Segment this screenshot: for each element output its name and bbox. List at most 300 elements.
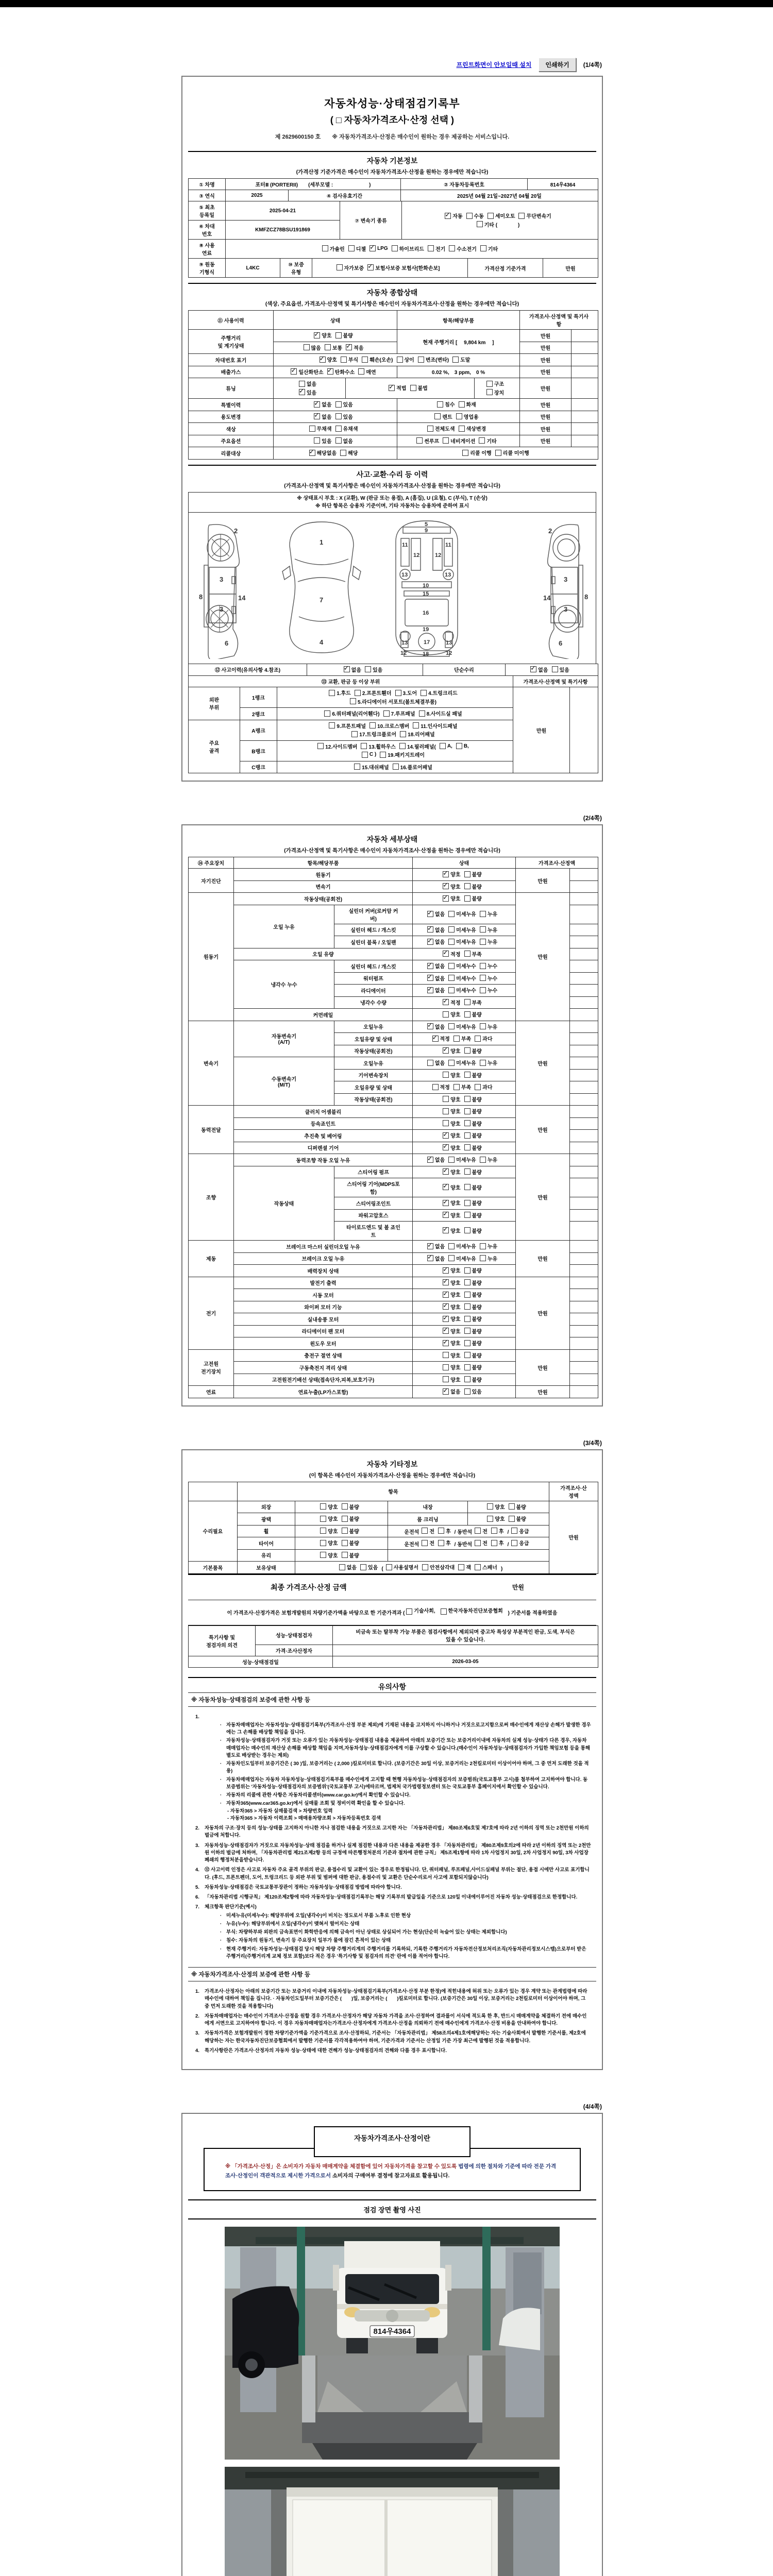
checkbox[interactable] bbox=[464, 1010, 482, 1018]
checkbox[interactable] bbox=[480, 910, 497, 918]
checkbox[interactable] bbox=[480, 962, 497, 970]
checkbox[interactable] bbox=[443, 1327, 460, 1335]
checkbox[interactable] bbox=[383, 709, 415, 717]
checkbox[interactable] bbox=[341, 355, 358, 363]
checkbox[interactable] bbox=[427, 1255, 445, 1262]
checkbox[interactable] bbox=[422, 1527, 434, 1535]
checkbox[interactable] bbox=[443, 1227, 460, 1234]
checkbox[interactable] bbox=[367, 264, 440, 272]
checkbox-cell[interactable] bbox=[413, 1362, 516, 1374]
checkbox[interactable] bbox=[419, 709, 462, 717]
checkbox[interactable] bbox=[427, 910, 445, 918]
empty-box-icon bbox=[464, 1352, 470, 1358]
checkbox-cell[interactable] bbox=[413, 1106, 516, 1118]
checkbox[interactable] bbox=[413, 722, 457, 730]
checkbox[interactable] bbox=[491, 1527, 504, 1535]
checkbox[interactable] bbox=[432, 1083, 450, 1091]
checkbox-cell[interactable] bbox=[402, 201, 598, 240]
checkbox-cell[interactable] bbox=[295, 1562, 549, 1574]
checkbox[interactable] bbox=[320, 1551, 338, 1559]
checkbox[interactable] bbox=[427, 1242, 445, 1250]
checkbox[interactable] bbox=[445, 212, 462, 219]
checkbox-cell[interactable] bbox=[413, 936, 516, 948]
checkbox[interactable] bbox=[386, 1563, 418, 1571]
checkbox[interactable] bbox=[365, 666, 382, 673]
checkbox[interactable] bbox=[475, 1083, 492, 1091]
checkbox-label: 양호 bbox=[450, 884, 461, 890]
checkbox[interactable] bbox=[509, 1515, 526, 1522]
checkbox[interactable] bbox=[342, 1527, 359, 1535]
checkbox[interactable] bbox=[397, 355, 414, 363]
checkbox[interactable] bbox=[325, 344, 342, 351]
checkbox[interactable] bbox=[427, 1059, 445, 1066]
checkbox-cell[interactable] bbox=[388, 1537, 549, 1550]
checkbox[interactable] bbox=[309, 449, 337, 456]
checkbox[interactable] bbox=[443, 437, 475, 445]
checkbox-cell[interactable] bbox=[413, 1265, 516, 1277]
checkbox[interactable] bbox=[437, 400, 455, 408]
checkbox[interactable] bbox=[464, 894, 482, 902]
checkbox-cell[interactable] bbox=[413, 1178, 516, 1197]
checkbox[interactable] bbox=[369, 245, 388, 251]
checkbox[interactable] bbox=[464, 1131, 482, 1139]
checkbox-cell[interactable] bbox=[413, 1349, 516, 1362]
checkbox[interactable] bbox=[464, 1376, 482, 1383]
table-cell: 만원 bbox=[520, 354, 572, 366]
checkbox[interactable] bbox=[427, 938, 445, 945]
svg-text:7: 7 bbox=[320, 596, 324, 604]
checkbox[interactable] bbox=[495, 449, 529, 456]
checkbox-cell[interactable] bbox=[413, 1130, 516, 1142]
checkbox[interactable] bbox=[369, 722, 409, 730]
checkbox[interactable] bbox=[400, 730, 435, 738]
checkbox[interactable] bbox=[427, 986, 445, 994]
checkbox[interactable] bbox=[389, 384, 406, 392]
checkbox[interactable] bbox=[479, 437, 496, 445]
checkbox[interactable] bbox=[464, 1047, 482, 1055]
checkbox[interactable] bbox=[392, 245, 424, 252]
checkbox-cell[interactable] bbox=[413, 924, 516, 936]
checkbox-cell[interactable] bbox=[413, 1289, 516, 1301]
checkbox-cell[interactable] bbox=[413, 1154, 516, 1166]
checkbox[interactable] bbox=[480, 938, 497, 945]
checkbox[interactable] bbox=[410, 384, 428, 392]
checkbox[interactable] bbox=[477, 221, 520, 228]
checkbox-cell[interactable] bbox=[397, 447, 598, 460]
checkbox[interactable] bbox=[346, 344, 363, 351]
checkbox[interactable] bbox=[443, 1120, 460, 1127]
checkbox[interactable] bbox=[393, 763, 432, 771]
checkbox-cell[interactable] bbox=[277, 720, 513, 740]
checkbox[interactable] bbox=[443, 894, 460, 902]
checkbox[interactable] bbox=[448, 986, 476, 994]
checkbox-cell[interactable] bbox=[413, 948, 516, 960]
checkbox[interactable] bbox=[464, 1303, 482, 1311]
checkbox-label: 하이브리드 bbox=[399, 246, 424, 252]
checkbox[interactable] bbox=[453, 1035, 471, 1042]
checkbox[interactable] bbox=[416, 437, 439, 445]
checkbox-cell[interactable] bbox=[397, 399, 520, 411]
checkbox[interactable] bbox=[464, 1363, 482, 1371]
checkbox-cell[interactable] bbox=[277, 708, 513, 720]
checkbox-cell[interactable] bbox=[413, 985, 516, 997]
checkbox[interactable] bbox=[511, 1527, 529, 1535]
checkbox[interactable] bbox=[480, 1023, 497, 1030]
checkbox[interactable] bbox=[342, 1539, 359, 1547]
checkbox[interactable] bbox=[354, 763, 389, 771]
checkbox[interactable] bbox=[337, 264, 364, 272]
checkbox[interactable] bbox=[427, 926, 445, 934]
checkbox[interactable] bbox=[486, 380, 504, 387]
checkbox-cell[interactable] bbox=[413, 1209, 516, 1222]
checkbox[interactable] bbox=[488, 212, 515, 219]
checkbox[interactable] bbox=[314, 437, 331, 445]
checkbox[interactable] bbox=[427, 962, 445, 970]
checkbox[interactable] bbox=[339, 1563, 357, 1571]
checkbox[interactable] bbox=[320, 1527, 338, 1535]
checkbox[interactable] bbox=[464, 1168, 482, 1176]
checkbox[interactable] bbox=[362, 752, 376, 758]
checkbox-cell[interactable] bbox=[413, 1069, 516, 1081]
checkbox-cell[interactable] bbox=[413, 893, 516, 905]
checkbox[interactable] bbox=[448, 1242, 476, 1250]
checkbox[interactable] bbox=[299, 380, 316, 387]
checkbox-cell[interactable] bbox=[307, 664, 423, 676]
checkbox[interactable] bbox=[348, 245, 366, 252]
checkbox[interactable] bbox=[355, 689, 392, 697]
checkbox[interactable] bbox=[464, 1327, 482, 1335]
checkbox[interactable] bbox=[427, 1023, 445, 1030]
checkbox[interactable] bbox=[320, 1503, 338, 1511]
checkbox[interactable] bbox=[443, 950, 460, 958]
checkbox[interactable] bbox=[464, 1315, 482, 1323]
checkbox[interactable] bbox=[509, 1503, 526, 1511]
checkbox-cell[interactable] bbox=[274, 399, 397, 411]
checkbox[interactable] bbox=[350, 698, 436, 705]
checkbox[interactable] bbox=[486, 388, 504, 396]
checkbox[interactable] bbox=[314, 400, 331, 408]
checkbox-cell[interactable] bbox=[413, 1142, 516, 1154]
checkbox[interactable] bbox=[475, 1563, 497, 1571]
checkbox[interactable] bbox=[462, 449, 491, 456]
checkbox[interactable] bbox=[448, 1059, 476, 1066]
checkbox[interactable] bbox=[448, 974, 476, 982]
checkbox-cell[interactable] bbox=[413, 1374, 516, 1386]
checkbox[interactable] bbox=[443, 1351, 460, 1359]
checkbox[interactable] bbox=[453, 1083, 471, 1091]
checkbox[interactable] bbox=[448, 1023, 476, 1030]
checkbox-cell[interactable] bbox=[468, 1501, 549, 1513]
checkbox[interactable] bbox=[362, 355, 393, 363]
checkbox[interactable] bbox=[406, 1607, 435, 1616]
checkbox[interactable] bbox=[335, 425, 358, 432]
checkbox[interactable] bbox=[475, 1539, 488, 1547]
table-cell bbox=[570, 893, 598, 905]
checkbox-cell[interactable] bbox=[295, 1549, 388, 1562]
checkbox[interactable] bbox=[464, 1183, 482, 1191]
checkbox-cell[interactable] bbox=[413, 1093, 516, 1106]
checkbox[interactable] bbox=[335, 331, 353, 339]
checkbox[interactable] bbox=[360, 1563, 378, 1571]
checkbox-cell[interactable] bbox=[413, 1313, 516, 1326]
checkbox[interactable] bbox=[464, 1339, 482, 1347]
checkbox[interactable] bbox=[432, 1035, 450, 1042]
checkbox[interactable] bbox=[448, 926, 476, 934]
checkbox[interactable] bbox=[342, 1515, 359, 1522]
checkbox-cell[interactable] bbox=[413, 1009, 516, 1021]
checkbox-cell[interactable] bbox=[413, 880, 516, 893]
checkbox[interactable] bbox=[317, 742, 357, 750]
checkbox[interactable] bbox=[443, 1266, 460, 1274]
checkbox-cell[interactable] bbox=[413, 1197, 516, 1210]
checkbox-cell[interactable] bbox=[413, 1057, 516, 1070]
checkbox-cell[interactable] bbox=[413, 1252, 516, 1265]
checkbox[interactable] bbox=[464, 1291, 482, 1298]
checkbox[interactable] bbox=[342, 1503, 359, 1511]
checkbox-cell[interactable] bbox=[413, 1021, 516, 1033]
checkbox-cell[interactable] bbox=[413, 1301, 516, 1313]
checkbox[interactable] bbox=[443, 1095, 460, 1103]
checkbox-cell[interactable] bbox=[413, 1241, 516, 1253]
checkbox-cell[interactable] bbox=[388, 1525, 549, 1537]
checkbox-cell[interactable] bbox=[413, 1081, 516, 1094]
checkbox[interactable] bbox=[443, 998, 460, 1006]
checkbox[interactable] bbox=[335, 437, 353, 445]
checkbox[interactable] bbox=[441, 1607, 503, 1616]
checkbox[interactable] bbox=[443, 1279, 460, 1286]
checkbox-cell[interactable] bbox=[397, 435, 520, 447]
checkbox-cell[interactable] bbox=[468, 1513, 549, 1526]
checkbox-cell[interactable] bbox=[413, 1033, 516, 1045]
checkbox[interactable] bbox=[427, 1156, 445, 1163]
checkbox[interactable] bbox=[443, 883, 460, 890]
checkbox-cell[interactable] bbox=[413, 972, 516, 985]
checkbox[interactable] bbox=[329, 722, 366, 730]
checkbox[interactable] bbox=[314, 413, 331, 420]
checkbox[interactable] bbox=[518, 212, 551, 219]
checkbox[interactable] bbox=[320, 355, 337, 363]
checkbox[interactable] bbox=[443, 1339, 460, 1347]
checkbox-cell[interactable] bbox=[413, 869, 516, 881]
checkbox[interactable] bbox=[443, 1107, 460, 1115]
checkbox[interactable] bbox=[428, 245, 445, 252]
checkbox[interactable] bbox=[475, 1035, 492, 1042]
checkbox[interactable] bbox=[443, 1131, 460, 1139]
checkbox-cell[interactable] bbox=[346, 378, 475, 399]
checkbox-cell[interactable] bbox=[413, 1222, 516, 1241]
checkbox[interactable] bbox=[358, 368, 376, 376]
checkbox[interactable] bbox=[340, 449, 358, 456]
print-button[interactable]: 인쇄하기 bbox=[539, 58, 576, 72]
checkbox[interactable] bbox=[464, 1211, 482, 1219]
checkbox[interactable] bbox=[487, 1515, 505, 1522]
checkbox-cell[interactable] bbox=[397, 423, 520, 435]
checkbox[interactable] bbox=[511, 1539, 529, 1547]
checkbox[interactable] bbox=[443, 1363, 460, 1371]
checkbox-cell[interactable] bbox=[413, 1045, 516, 1057]
checkbox[interactable] bbox=[434, 413, 452, 420]
checkbox[interactable] bbox=[320, 1515, 338, 1522]
checkbox-cell[interactable] bbox=[413, 1166, 516, 1178]
checkbox[interactable] bbox=[443, 1211, 460, 1219]
checkbox-cell[interactable] bbox=[295, 1537, 388, 1550]
checkbox[interactable] bbox=[449, 245, 477, 252]
checkbox[interactable] bbox=[322, 245, 345, 252]
checkbox[interactable] bbox=[443, 870, 460, 878]
checkbox[interactable] bbox=[464, 1120, 482, 1127]
checkbox[interactable] bbox=[480, 926, 497, 934]
checkbox[interactable] bbox=[443, 1183, 460, 1191]
checkbox[interactable] bbox=[443, 1168, 460, 1176]
checkbox[interactable] bbox=[438, 1527, 451, 1535]
checkbox[interactable] bbox=[464, 1107, 482, 1115]
checkbox-cell[interactable] bbox=[475, 378, 520, 399]
checkbox[interactable] bbox=[464, 883, 482, 890]
checkbox[interactable] bbox=[351, 730, 396, 738]
checkbox[interactable] bbox=[440, 743, 452, 749]
checkbox[interactable] bbox=[464, 1266, 482, 1274]
checkbox-cell[interactable] bbox=[295, 1513, 388, 1526]
checkbox-cell[interactable] bbox=[413, 960, 516, 973]
checkbox[interactable] bbox=[361, 742, 396, 750]
checkbox[interactable] bbox=[443, 1071, 460, 1079]
checkbox-cell[interactable] bbox=[274, 435, 397, 447]
checkbox[interactable] bbox=[427, 974, 445, 982]
checkbox[interactable] bbox=[418, 355, 449, 363]
checkbox[interactable] bbox=[464, 950, 482, 958]
checkbox[interactable] bbox=[464, 1279, 482, 1286]
checkbox[interactable] bbox=[480, 1242, 497, 1250]
checkbox[interactable] bbox=[395, 689, 417, 697]
checkbox[interactable] bbox=[427, 425, 455, 432]
checkbox[interactable] bbox=[480, 974, 497, 982]
checkbox[interactable] bbox=[480, 1255, 497, 1262]
checkbox-cell[interactable] bbox=[277, 761, 513, 773]
checkbox-cell[interactable] bbox=[413, 1325, 516, 1337]
checkbox[interactable] bbox=[475, 1527, 488, 1535]
checkbox[interactable] bbox=[380, 751, 425, 758]
checkbox-cell[interactable] bbox=[413, 996, 516, 1009]
checkbox[interactable] bbox=[448, 910, 476, 918]
checkbox[interactable] bbox=[464, 870, 482, 878]
checkbox[interactable] bbox=[443, 1376, 460, 1383]
checkbox-cell[interactable] bbox=[312, 259, 468, 278]
checkbox[interactable] bbox=[552, 666, 569, 673]
checkbox[interactable] bbox=[327, 368, 355, 376]
checkbox[interactable] bbox=[448, 1156, 476, 1163]
checkbox[interactable] bbox=[464, 1351, 482, 1359]
checkbox[interactable] bbox=[399, 742, 436, 750]
checkbox[interactable] bbox=[459, 425, 486, 432]
checkbox[interactable] bbox=[299, 388, 316, 396]
checkbox[interactable] bbox=[443, 1315, 460, 1323]
checkbox-cell[interactable] bbox=[274, 447, 397, 460]
empty-box-icon bbox=[362, 752, 368, 758]
checkbox[interactable] bbox=[309, 425, 332, 432]
checkbox[interactable] bbox=[443, 1047, 460, 1055]
checkbox[interactable] bbox=[335, 400, 353, 408]
checkbox[interactable] bbox=[438, 1539, 451, 1547]
checkbox-cell[interactable] bbox=[274, 342, 397, 354]
checkbox[interactable] bbox=[491, 1539, 504, 1547]
checkbox-cell[interactable] bbox=[413, 1117, 516, 1130]
checkbox[interactable] bbox=[314, 331, 331, 339]
checkbox[interactable] bbox=[480, 1059, 497, 1066]
checkbox[interactable] bbox=[464, 1071, 482, 1079]
checkbox-cell[interactable] bbox=[274, 423, 397, 435]
checkbox-cell[interactable] bbox=[413, 1277, 516, 1289]
checkbox[interactable] bbox=[422, 1539, 434, 1547]
checkbox[interactable] bbox=[464, 998, 482, 1006]
checkbox[interactable] bbox=[464, 1144, 482, 1151]
checkbox[interactable] bbox=[456, 413, 479, 420]
checkbox[interactable] bbox=[335, 413, 353, 420]
checkbox[interactable] bbox=[421, 689, 458, 697]
checkbox[interactable] bbox=[443, 1010, 460, 1018]
checkbox[interactable] bbox=[480, 245, 498, 252]
checkbox-cell[interactable] bbox=[226, 240, 598, 259]
checkbox[interactable] bbox=[487, 1503, 505, 1511]
checkbox[interactable] bbox=[304, 344, 321, 351]
checkbox[interactable] bbox=[448, 1255, 476, 1262]
checkbox-cell[interactable] bbox=[274, 411, 397, 423]
checkbox[interactable] bbox=[452, 355, 470, 363]
checkbox[interactable] bbox=[443, 1303, 460, 1311]
checkbox-cell[interactable] bbox=[413, 1337, 516, 1350]
checkbox[interactable] bbox=[480, 1156, 497, 1163]
checkbox[interactable] bbox=[291, 368, 323, 376]
checkbox[interactable] bbox=[324, 709, 379, 717]
checkbox[interactable] bbox=[443, 1387, 460, 1395]
table-cell bbox=[570, 1117, 598, 1130]
checkbox[interactable] bbox=[422, 1563, 455, 1571]
checkbox[interactable] bbox=[456, 743, 469, 749]
checkbox-cell[interactable] bbox=[295, 1525, 388, 1537]
checkbox[interactable] bbox=[443, 1291, 460, 1298]
checkbox-cell[interactable] bbox=[277, 687, 513, 708]
checkbox[interactable] bbox=[448, 938, 476, 945]
checkbox[interactable] bbox=[443, 1144, 460, 1151]
checkbox[interactable] bbox=[464, 1227, 482, 1234]
checkbox[interactable] bbox=[320, 1539, 338, 1547]
checkbox[interactable] bbox=[466, 212, 484, 219]
checkbox-cell[interactable] bbox=[277, 740, 513, 761]
checkbox[interactable] bbox=[480, 986, 497, 994]
checkbox-cell[interactable] bbox=[295, 1501, 388, 1513]
checkbox[interactable] bbox=[530, 666, 548, 673]
checkbox[interactable] bbox=[342, 1551, 359, 1559]
checkbox-cell[interactable] bbox=[274, 378, 346, 399]
install-print-link[interactable]: 프린트화면이 안보일때 설치 bbox=[456, 61, 532, 69]
empty-box-icon bbox=[477, 221, 483, 227]
checkbox[interactable] bbox=[448, 962, 476, 970]
checkbox-cell[interactable] bbox=[506, 664, 598, 676]
checkbox-cell[interactable] bbox=[274, 366, 397, 378]
checkbox[interactable] bbox=[458, 1563, 471, 1571]
checkbox[interactable] bbox=[443, 1199, 460, 1207]
checkbox[interactable] bbox=[459, 400, 476, 408]
checkbox-cell[interactable] bbox=[413, 905, 516, 924]
checkbox-cell[interactable] bbox=[274, 330, 397, 342]
checkbox[interactable] bbox=[329, 689, 351, 697]
checkbox[interactable] bbox=[464, 1095, 482, 1103]
checkbox[interactable] bbox=[464, 1199, 482, 1207]
checkbox-cell[interactable] bbox=[274, 354, 520, 366]
checkbox[interactable] bbox=[344, 666, 361, 673]
checkbox-cell[interactable] bbox=[413, 1386, 516, 1398]
checkbox[interactable] bbox=[464, 1387, 482, 1395]
checkbox-cell[interactable] bbox=[397, 411, 520, 423]
